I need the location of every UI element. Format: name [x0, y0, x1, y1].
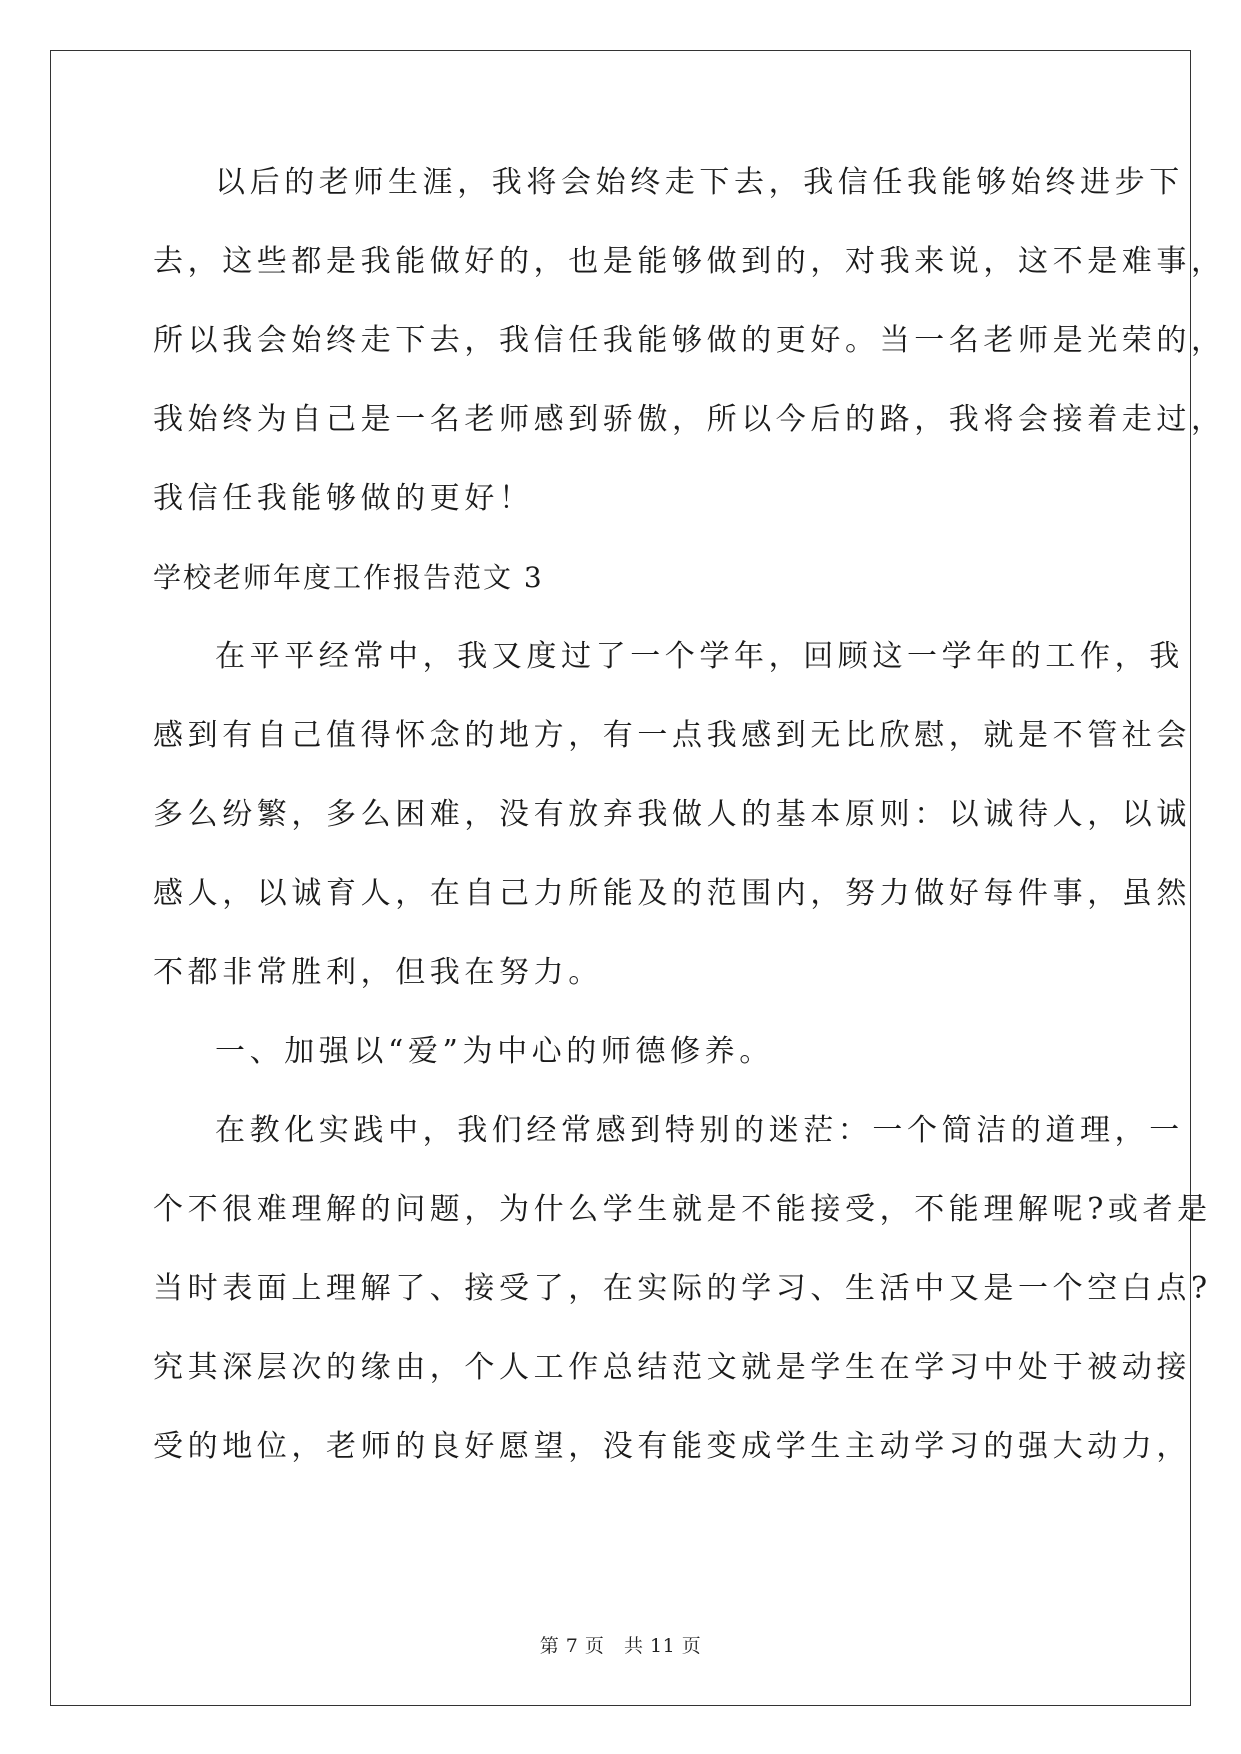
paragraph-line: 多么纷繁，多么困难，没有放弃我做人的基本原则：以诚待人，以诚 — [153, 797, 1191, 832]
paragraph-line: 我信任我能够做的更好！ — [153, 481, 534, 516]
subsection-heading: 一、加强以“爱”为中心的师德修养。 — [215, 1034, 774, 1069]
page-number: 第 7 页 共 11 页 — [539, 1635, 702, 1657]
paragraph-line: 受的地位，老师的良好愿望，没有能变成学生主动学习的强大动力， — [153, 1429, 1191, 1464]
page-footer — [0, 1631, 1241, 1658]
paragraph-line: 感人，以诚育人，在自己力所能及的范围内，努力做好每件事，虽然 — [153, 876, 1191, 911]
paragraph-line: 在平平经常中，我又度过了一个学年，回顾这一学年的工作，我 — [215, 639, 1184, 674]
paragraph-line: 究其深层次的缘由，个人工作总结范文就是学生在学习中处于被动接 — [153, 1350, 1191, 1385]
paragraph-line: 所以我会始终走下去，我信任我能够做的更好。当一名老师是光荣的， — [153, 323, 1226, 358]
paragraph-line: 个不很难理解的问题，为什么学生就是不能接受，不能理解呢?或者是 — [153, 1192, 1212, 1227]
section-heading: 学校老师年度工作报告范文 3 — [153, 561, 544, 594]
paragraph-line: 当时表面上理解了、接受了，在实际的学习、生活中又是一个空白点? — [153, 1271, 1212, 1306]
paragraph-line: 感到有自己值得怀念的地方，有一点我感到无比欣慰，就是不管社会 — [153, 718, 1191, 753]
paragraph-line: 以后的老师生涯，我将会始终走下去，我信任我能够始终进步下 — [215, 165, 1184, 200]
paragraph-line: 去，这些都是我能做好的，也是能够做到的，对我来说，这不是难事， — [153, 244, 1226, 279]
paragraph-line: 不都非常胜利，但我在努力。 — [153, 955, 603, 990]
paragraph-line: 在教化实践中，我们经常感到特别的迷茫：一个简洁的道理，一 — [215, 1113, 1184, 1148]
paragraph-line: 我始终为自己是一名老师感到骄傲，所以今后的路，我将会接着走过， — [153, 402, 1226, 437]
